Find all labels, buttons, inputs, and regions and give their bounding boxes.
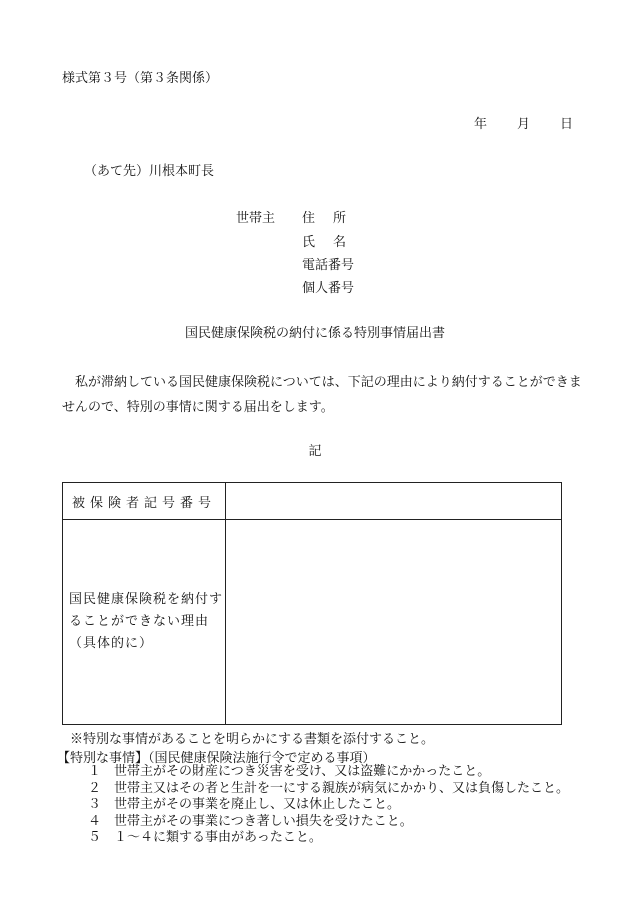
date-month: 月 <box>517 117 531 132</box>
list-item <box>88 764 569 781</box>
list-item <box>88 814 569 831</box>
list-item <box>88 830 569 847</box>
applicant-head-label: 世帯主 <box>236 211 276 226</box>
list-item-number: ３ <box>88 797 102 812</box>
list-item-text: 世帯主又はその者と生計を一にする親族が病気にかかり、又は負傷したこと。 <box>114 780 570 796</box>
phone-label: 電話番号 <box>302 258 355 273</box>
list-item-text: 世帯主がその事業につき著しい損失を受けたこと。 <box>114 813 413 829</box>
body-text: 私が滞納している国民健康保険税については、下記の理由により納付することができませんので、特別の事情に関する届出をします。 <box>62 375 582 415</box>
list-item <box>88 781 569 798</box>
reason-label: 国民健康保険税を納付することができない理由（具体的に） <box>63 520 226 725</box>
addressee: （あて先）川根本町長 <box>84 164 215 179</box>
list-item <box>88 797 569 814</box>
list-item-text: １～４に類する事由があったこと。 <box>114 830 322 845</box>
list-item-number: ５ <box>88 830 102 845</box>
form-table <box>62 482 562 725</box>
list-item-text: 世帯主がその事業を廃止し、又は休止したこと。 <box>114 797 401 812</box>
special-circumstances-heading: 【特別な事情】（国民健康保険法施行令で定める事項） <box>57 751 376 766</box>
list-item-number: １ <box>88 764 102 779</box>
reason-field[interactable] <box>226 520 562 725</box>
date-year: 年 <box>474 117 488 132</box>
document-title: 国民健康保険税の納付に係る特別事情届出書 <box>184 326 445 341</box>
address-label: 住所 <box>302 211 365 226</box>
table-row-reason <box>63 520 562 725</box>
attachment-note: ※特別な事情があることを明らかにする書類を添付すること。 <box>70 732 435 747</box>
name-label: 氏名 <box>302 235 365 250</box>
date-line <box>474 113 573 132</box>
ki-heading: 記 <box>308 444 322 459</box>
list-item-number: ４ <box>88 813 102 829</box>
special-circumstances-list <box>88 764 569 847</box>
list-item-text: 世帯主がその財産につき災害を受け、又は盗難にかかったこと。 <box>114 764 491 779</box>
insured-number-label: 被保険者記号番号 <box>63 483 226 520</box>
personal-number-label: 個人番号 <box>302 281 355 296</box>
date-day: 日 <box>560 117 574 132</box>
list-item-number: ２ <box>88 780 102 796</box>
insured-number-field[interactable] <box>226 483 562 520</box>
form-number: 様式第３号（第３条関係） <box>62 71 219 86</box>
table-row-insured-number <box>63 483 562 520</box>
